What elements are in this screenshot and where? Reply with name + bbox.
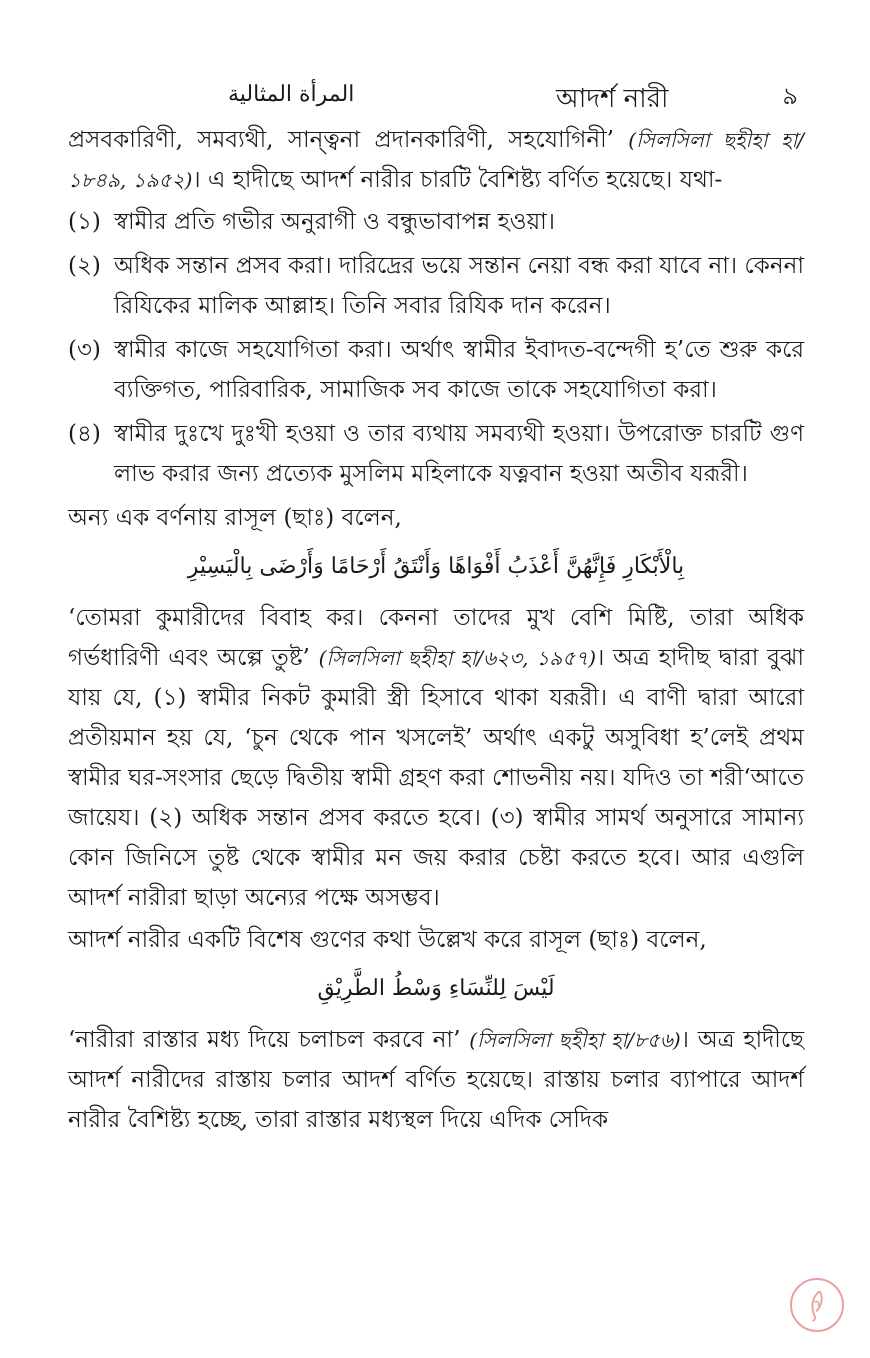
page-number: ৯ [782,82,798,110]
bengali-running-title: আদর্শ নারী [556,84,669,114]
list-item [68,414,804,494]
narration1-reference: (সিলসিলা ছহীহা হা/৬২৩, ১৯৫৭) [318,646,597,670]
intro-reference: (সিলসিলা ছহীহা হা/১৮৪৯, ১৯৫২) [68,128,804,192]
list-text: স্বামীর কাজে সহযোগিতা করা। অর্থাৎ স্বামীর ইবাদত-বন্দেগী হ’তে শুরু করে ব্যক্তিগত, পারিবারিক, সামাজিক সব কাজে তাকে সহযোগিতা করা। [114,337,804,403]
narration2-text: ‘নারীরা রাস্তার মধ্য দিয়ে চলাচল করবে না’ [68,1027,470,1053]
list-text: অধিক সন্তান প্রসব করা। দারিদ্রের ভয়ে সন্তান নেয়া বন্ধ করা যাবে না। কেননা রিযিকের মালিক আল্লাহ। তিনি সবার রিযিক দান করেন। [114,253,804,319]
arabic-hadith-1: بِالْأَبْكَارِ فَإِنَّهُنَّ أَعْذَبُ أَفْوَاهًا وَأَنْتَقُ أَرْحَامًا وَأَرْضَى بِالْيَسِيْرِ [187,554,685,579]
intro-text: প্রসবকারিণী, সমব্যথী, সান্ত্বনা প্রদানকারিণী, সহযোগিনী’ [68,127,629,153]
narration1-paragraph [68,598,804,918]
arabic-running-title: المرأة المثالية [228,82,355,107]
list-item [68,330,804,410]
list-text: স্বামীর প্রতি গভীর অনুরাগী ও বন্ধুভাবাপন্ন হওয়া। [114,209,556,235]
narration1-text: ‘তোমরা কুমারীদের বিবাহ কর। কেননা তাদের মুখ বেশি মিষ্টি, তারা অধিক গর্ভধারিণী এবং অল্পে তুষ্ট’ [68,605,804,671]
traits-list [68,202,804,494]
intro-tail: । এ হাদীছে আদর্শ নারীর চারটি বৈশিষ্ট্য বর্ণিত হয়েছে। যথা- [192,167,723,193]
narration1-tail: । অত্র হাদীছ দ্বারা বুঝা যায় যে, (১) স্বামীর নিকট কুমারী স্ত্রী হিসাবে থাকা যরূরী। এ বাণী দ্বারা আরো প্রতীয়মান হয় যে, ‘চুন থেকে পান খসলেই’ অর্থাৎ একটু অসুবিধা হ’লেই প্রথম স্বামীর ঘর-সংসার ছেড়ে দ্বিতীয় স্বামী গ্রহণ করা শোভনীয় নয়। যদিও তা শরী‘আতে জায়েয। (২) অধিক সন্তান প্রসব করতে হবে। (৩) স্বামীর সামর্থ অনুসারে সামান্য কোন জিনিসে তুষ্ট থেকে স্বামীর মন জয় করার চেষ্টা করতে হবে। আর এগুলি আদর্শ নারীরা ছাড়া অন্যের পক্ষে অসম্ভব। [68,645,804,911]
narration2-tail: । অত্র হাদীছে আদর্শ নারীদের রাস্তায় চলার আদর্শ বর্ণিত হয়েছে। রাস্তায় চলার ব্যাপারে আদর্শ নারীর বৈশিষ্ট্য হচ্ছে, তারা রাস্তার মধ্যস্থল দিয়ে এদিক সেদিক [68,1027,804,1133]
arabic-hadith-2: لَيْسَ لِلنِّسَاءِ وَسْطُ الطَّرِيْقِ [317,976,555,1001]
narration2-reference: (সিলসিলা ছহীহা হা/৮৫৬) [469,1028,681,1052]
book-page [68,76,804,1142]
list-item [68,246,804,326]
intro-paragraph [68,120,804,200]
list-item [68,202,804,242]
list-number: (২) [68,253,101,279]
narration2-paragraph [68,1020,804,1140]
list-number: (৩) [68,337,101,363]
publisher-logo-icon [790,1278,844,1332]
list-text: স্বামীর দুঃখে দুঃখী হওয়া ও তার ব্যথায় সমব্যথী হওয়া। উপরোক্ত চারটি গুণ লাভ করার জন্য প্রত্যেক মুসলিম মহিলাকে যত্নবান হওয়া অতীব যরূরী। [114,421,804,487]
quill-icon [792,1280,842,1330]
list-number: (৪) [68,421,101,447]
narration1-intro: অন্য এক বর্ণনায় রাসূল (ছাঃ) বলেন, [68,505,402,531]
list-number: (১) [68,209,101,235]
narration2-intro: আদর্শ নারীর একটি বিশেষ গুণের কথা উল্লেখ করে রাসূল (ছাঃ) বলেন, [68,927,707,953]
page-header [68,76,804,120]
